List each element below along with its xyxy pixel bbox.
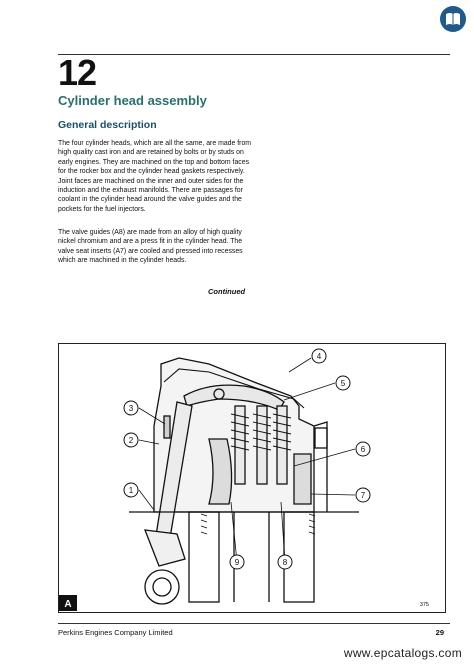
cylinder-head-diagram bbox=[58, 343, 446, 613]
figure-reference: 375 bbox=[419, 602, 429, 608]
section-title: General description bbox=[58, 119, 157, 131]
svg-text:4: 4 bbox=[316, 352, 322, 361]
callout-3 bbox=[124, 401, 138, 415]
callout-5 bbox=[336, 376, 350, 390]
diagram-drawing bbox=[59, 344, 444, 611]
svg-text:5: 5 bbox=[340, 379, 346, 388]
continued-label: Continued bbox=[208, 287, 246, 296]
callout-7 bbox=[356, 488, 370, 502]
panel-letter-a bbox=[59, 595, 77, 611]
svg-text:7: 7 bbox=[360, 491, 366, 500]
footer-rule bbox=[58, 623, 450, 624]
footer-company: Perkins Engines Company Limited bbox=[58, 628, 173, 637]
book-icon bbox=[440, 6, 466, 32]
svg-text:3: 3 bbox=[128, 404, 134, 413]
callout-9 bbox=[230, 555, 244, 569]
svg-text:6: 6 bbox=[360, 445, 366, 454]
page-number: 29 bbox=[435, 628, 444, 637]
callout-4 bbox=[312, 349, 326, 363]
svg-text:2: 2 bbox=[128, 436, 134, 445]
svg-text:8: 8 bbox=[282, 558, 288, 567]
callout-8 bbox=[278, 555, 292, 569]
paragraph-cylinder-heads: The four cylinder heads, which are all the same, are made from high quality cast iron and are retained by bolts or by studs on early engines. They are machined on the top and bottom faces for the rocker box and the cylinder head gaskets respectively. Joint faces are machined on the inner and outer sides for the induction and the exhaust manifolds. There are passages for coolant in the cylinder head around the valve guides and the pockets for the fuel injectors. bbox=[58, 140, 252, 213]
callout-6 bbox=[356, 442, 370, 456]
svg-text:1: 1 bbox=[128, 486, 134, 495]
chapter-title: Cylinder head assembly bbox=[58, 93, 207, 108]
callout-1 bbox=[124, 483, 138, 497]
svg-text:9: 9 bbox=[234, 558, 240, 567]
paragraph-valve-guides: The valve guides (A8) are made from an alloy of high quality nickel chromium and are a press fit in the cylinder head. The valve seat inserts (A7) are cooled and pressed into recesses which are machined in the cylinder heads. bbox=[58, 229, 243, 265]
chapter-number: 12 bbox=[58, 52, 97, 93]
watermark-link[interactable]: www.epcatalogs.com bbox=[343, 646, 462, 660]
header-rule bbox=[58, 54, 450, 55]
svg-text:A: A bbox=[64, 599, 72, 610]
callout-2 bbox=[124, 433, 138, 447]
